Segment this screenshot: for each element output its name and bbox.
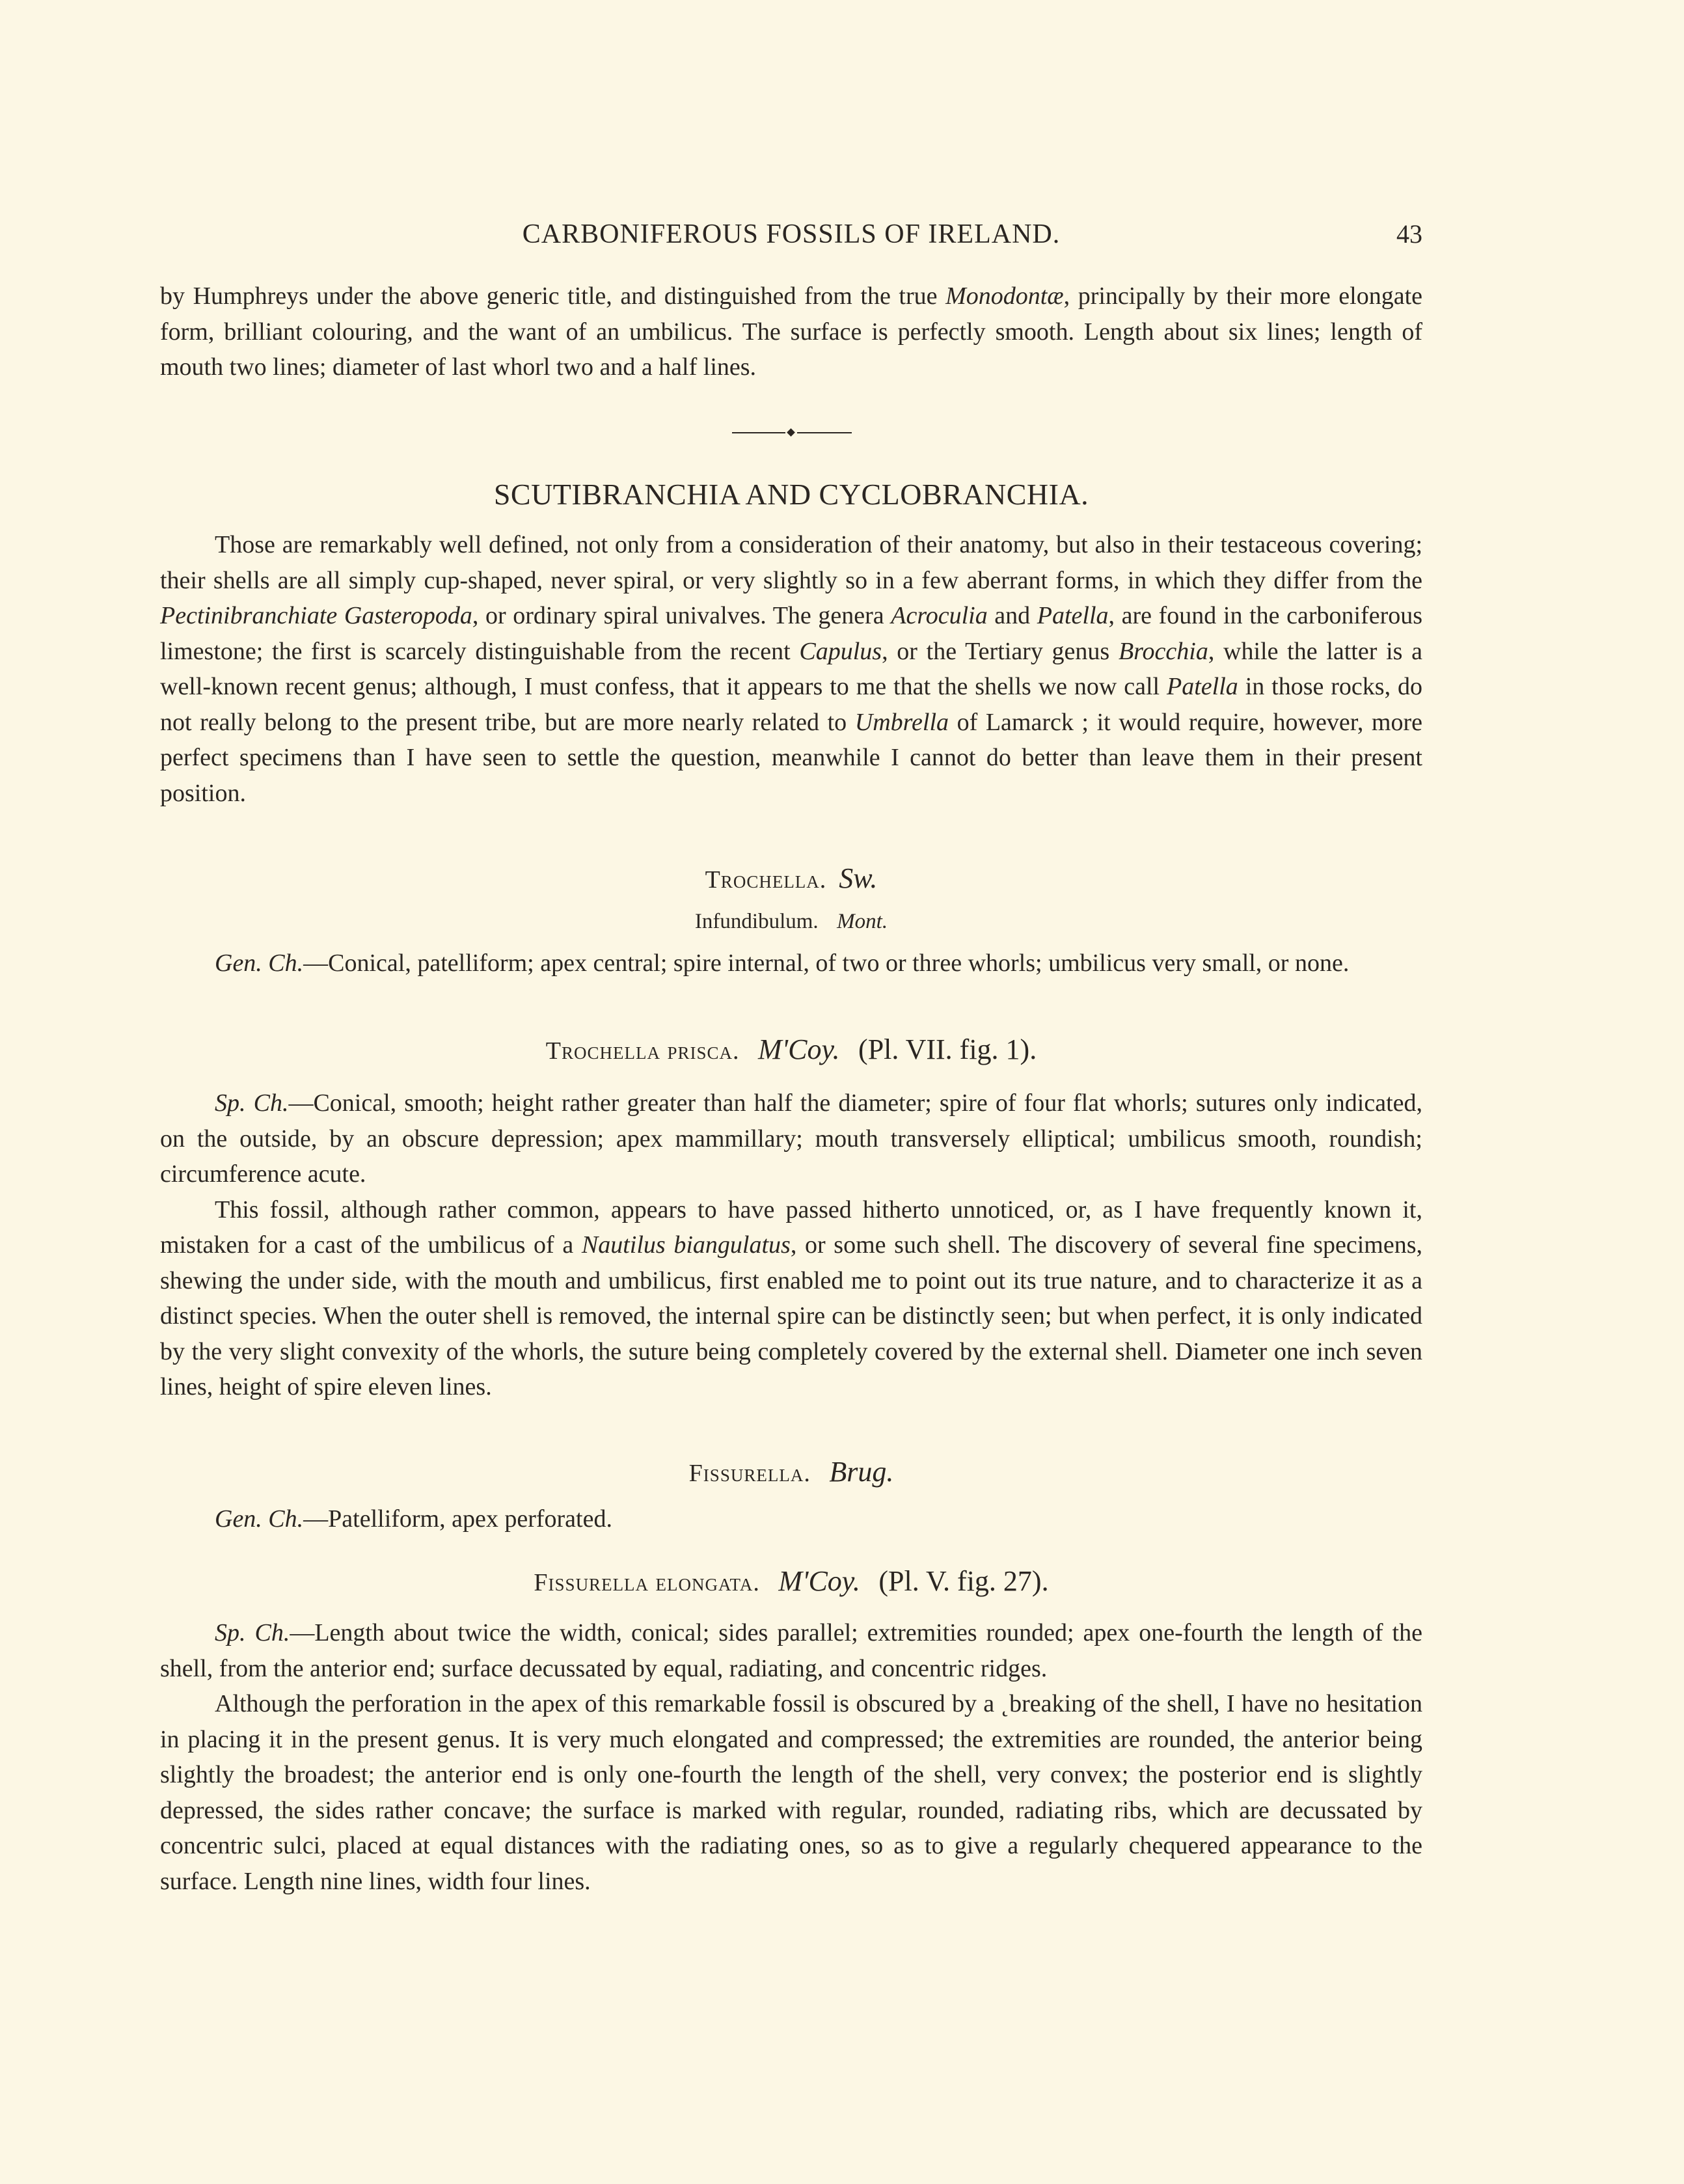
trochella-gen-ch <box>160 946 1422 981</box>
section-paragraph: Those are remarkably well defined, not only from a consideration of their anatomy, but also in their testaceous covering; their shells are all simply cup-shaped, never spiral, or very slightly so in a few aberrant forms, in which they differ from the Pectinibranchiate Gasteropoda, or ordinary spiral univalves. The genera Acroculia and Patella, are found in the carboniferous limestone; the first is scarcely distinguishable from the recent Capulus, or the Tertiary genus Brocchia, while the latter is a well-known recent genus; although, I must confess, that it appears to me that the shells we now call Patella in those rocks, do not really belong to the present tribe, but are more nearly related to Umbrella of Lamarck ; it would require, however, more perfect specimens than I have seen to settle the question, meanwhile I cannot do better than leave them in their present position. <box>160 531 1423 807</box>
page-number: 43 <box>1396 219 1422 249</box>
intro-block <box>160 279 1422 385</box>
running-head <box>160 219 1422 258</box>
genus-heading-fissurella: Fissurella. Brug. <box>688 1456 894 1488</box>
genus-heading-trochella: Trochella. Sw. <box>705 862 878 894</box>
gen-ch-paragraph: Gen. Ch.—Patelliform, apex perforated. <box>215 1505 612 1533</box>
description-paragraph: This fossil, although rather common, appears to have passed hitherto unnoticed, or, as I have frequently known it, mistaken for a cast of the umbilicus of a Nautilus biangulatus, or some such shell. The discovery of several fine specimens, shewing the under side, with the mouth and umbilicus, first enabled me to point out its true nature, and to characterize it as a distinct species. When the outer shell is removed, the internal spire can be distinctly seen; but when perfect, it is only indicated by the very slight convexity of the whorls, the suture being completely covered by the external shell. Diameter one inch seven lines, height of spire eleven lines. <box>160 1195 1422 1400</box>
gen-ch-paragraph: Gen. Ch.—Conical, patelliform; apex central; spire internal, of two or three whorls; umbilicus very small, or none. <box>215 949 1350 977</box>
section-divider-ornament <box>732 430 852 436</box>
species-heading-trochella-prisca: Trochella prisca. M'Coy. (Pl. VII. fig. 1). <box>545 1033 1037 1065</box>
running-title: CARBONIFEROUS FOSSILS OF IRELAND. <box>522 219 1061 249</box>
species-heading-fissurella-elongata: Fissurella elongata. M'Coy. (Pl. V. fig. 27). <box>534 1565 1049 1597</box>
sp-ch-paragraph: Sp. Ch.—Conical, smooth; height rather greater than half the diameter; spire of four flat whorls; sutures only indicated, on the outside, by an obscure depression; apex mammillary; mouth transversely elliptical; umbilicus smooth, roundish; circumference acute. <box>160 1089 1422 1188</box>
sp-ch-paragraph: Sp. Ch.—Length about twice the width, conical; sides parallel; extremities rounded; apex one-fourth the length of the shell, from the anterior end; surface decussated by equal, radiating, and concentric ridges. <box>160 1619 1422 1682</box>
section-title: SCUTIBRANCHIA AND CYCLOBRANCHIA. <box>493 478 1089 511</box>
trochella-prisca-block <box>160 1085 1422 1405</box>
description-paragraph: Although the perforation in the apex of this remarkable fossil is obscured by a ˛breaking of the shell, I have no hesitation in placing it in the present genus. It is very much elongated and compressed; the extremities are rounded, the anterior being slightly the broadest; the anterior end is only one-fourth the length of the shell, very convex; the posterior end is slightly depressed, the sides rather concave; the surface is marked with regular, rounded, radiating ribs, which are decussated by concentric sulci, placed at equal distances with the radiating ones, so as to give a regularly chequered appearance to the surface. Length nine lines, width four lines. <box>160 1690 1422 1895</box>
intro-paragraph: by Humphreys under the above generic title, and distinguished from the true Monodontæ, principally by their more elongate form, brilliant colouring, and the want of an umbilicus. The surface is perfectly smooth. Length about six lines; length of mouth two lines; diameter of last whorl two and a half lines. <box>160 282 1422 381</box>
fissurella-gen-ch <box>160 1501 1422 1537</box>
genus-synonym: Infundibulum. Mont. <box>694 910 888 933</box>
section-block <box>160 527 1422 811</box>
fissurella-elongata-block <box>160 1615 1422 1899</box>
